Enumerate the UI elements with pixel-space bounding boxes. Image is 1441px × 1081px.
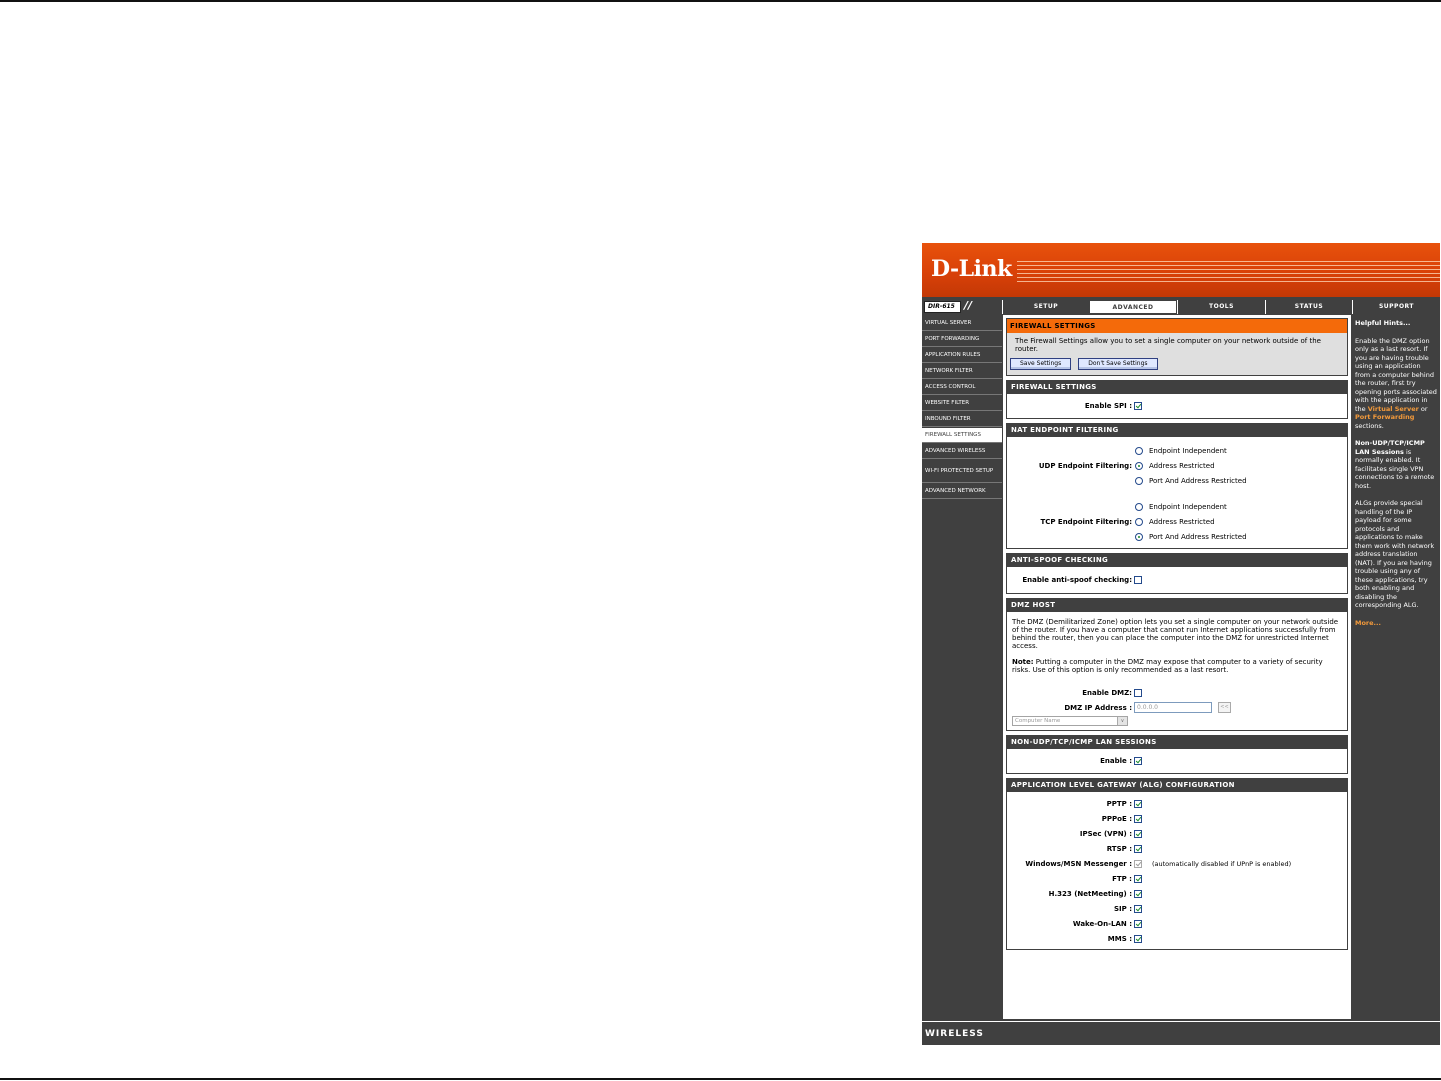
alg-pppoe-label: PPPoE : [1101,814,1132,823]
nat-endpoint-title: NAT ENDPOINT FILTERING [1007,424,1347,437]
alg-ipsec-checkbox[interactable] [1134,830,1142,838]
alg-section [1006,778,1348,950]
alg-ipsec-label: IPSec (VPN) : [1079,829,1132,838]
udp-endpoint-label: UDP Endpoint Filtering: [1038,461,1132,470]
tcp-endpoint-label: TCP Endpoint Filtering: [1040,517,1132,526]
udp-endpoint-independent-radio[interactable] [1135,447,1143,455]
alg-rtsp-checkbox[interactable] [1134,845,1142,853]
hints-title: Helpful Hints... [1355,319,1411,327]
non-udp-section [1006,735,1348,774]
anti-spoof-section [1006,553,1348,594]
firewall-settings-section [1006,380,1348,419]
alg-sip-label: SIP : [1113,904,1132,913]
nav-advanced-network[interactable]: ADVANCED NETWORK [922,484,1002,499]
virtual-server-link[interactable]: Virtual Server [1367,404,1419,413]
hints-text: or [1418,404,1428,413]
hints-text: is normally enabled. It facilitates single VPN connections to a remote host. [1355,447,1435,490]
alg-ftp-checkbox[interactable] [1134,875,1142,883]
udp-option-label: Endpoint Independent [1149,446,1227,455]
alg-msn-label: Windows/MSN Messenger : [1025,859,1132,868]
dmz-host-title: DMZ HOST [1007,599,1347,612]
port-forwarding-link[interactable]: Port Forwarding [1355,413,1415,421]
nav-application-rules[interactable]: APPLICATION RULES [922,348,1002,363]
nav-inbound-filter[interactable]: INBOUND FILTER [922,412,1002,427]
tcp-option-label: Port And Address Restricted [1149,532,1247,541]
alg-wol-label: Wake-On-LAN : [1072,919,1132,928]
intro-text: The Firewall Settings allow you to set a single computer on your network outside of the router. [1015,337,1321,353]
alg-msn-checkbox[interactable] [1134,860,1142,868]
main-content [1003,315,1351,1019]
hints-sessions-title: Non-UDP/TCP/ICMP LAN Sessions [1355,439,1425,456]
hints-text: sections. [1355,421,1384,430]
anti-spoof-label: Enable anti-spoof checking: [1022,576,1132,584]
dlink-banner [922,243,1440,297]
alg-h323-checkbox[interactable] [1134,890,1142,898]
dmz-copy-button[interactable]: << [1218,702,1231,713]
firewall-settings-title: FIREWALL SETTINGS [1007,381,1347,394]
dmz-note-label: Note: [1012,658,1034,666]
udp-option-label: Address Restricted [1149,461,1215,470]
hints-paragraph-alg: ALGs provide special handling of the IP payload for some protocols and applications to make them work with network address translation (NAT). If you are having trouble using any of these applications, try both enabling and disabling the corresponding ALG. [1355,499,1435,609]
tab-support[interactable]: SUPPORT [1352,300,1440,314]
enable-dmz-label: Enable DMZ: [1082,688,1132,697]
tcp-port-address-restricted-radio[interactable] [1135,533,1143,541]
alg-pptp-checkbox[interactable] [1134,800,1142,808]
tab-advanced[interactable]: ADVANCED [1089,300,1177,314]
nav-network-filter[interactable]: NETWORK FILTER [922,364,1002,379]
nav-virtual-server[interactable]: VIRTUAL SERVER [922,316,1002,331]
router-admin-screenshot [922,243,1440,1045]
wireless-footer-label: WIRELESS [925,1029,984,1039]
udp-endpoint-group [1007,443,1347,488]
intro-title: FIREWALL SETTINGS [1007,319,1347,333]
alg-msn-note: (automatically disabled if UPnP is enabled) [1152,859,1292,868]
alg-mms-checkbox[interactable] [1134,935,1142,943]
enable-spi-label: Enable SPI : [1084,402,1132,410]
dmz-description: The DMZ (Demilitarized Zone) option lets you set a single computer on your network outside of the router. If you have a computer that cannot run Internet applications successfully from behind the router, then you can place the computer into the DMZ for unrestricted Internet access. [1012,618,1339,650]
top-tab-bar [922,300,1440,314]
model-badge: DIR-615 [924,301,961,313]
nav-advanced-wireless[interactable]: ADVANCED WIRELESS [922,444,1002,459]
non-udp-title: NON-UDP/TCP/ICMP LAN SESSIONS [1007,736,1347,749]
intro-section [1006,318,1348,376]
tab-status[interactable]: STATUS [1265,300,1352,314]
page-bottom-rule [0,1078,1441,1080]
wireless-footer [922,1021,1440,1045]
left-nav [922,316,1002,500]
nat-endpoint-section [1006,423,1348,549]
nav-website-filter[interactable]: WEBSITE FILTER [922,396,1002,411]
alg-pppoe-checkbox[interactable] [1134,815,1142,823]
alg-mms-label: MMS : [1107,934,1132,943]
save-settings-button[interactable]: Save Settings [1010,358,1071,370]
model-separator-icon: // [964,299,973,312]
alg-title: APPLICATION LEVEL GATEWAY (ALG) CONFIGURATION [1007,779,1347,792]
alg-wol-checkbox[interactable] [1134,920,1142,928]
non-udp-enable-label: Enable : [1100,757,1132,765]
tcp-endpoint-group [1007,499,1347,544]
enable-spi-checkbox[interactable] [1134,402,1142,410]
nav-firewall-settings[interactable]: FIREWALL SETTINGS [922,428,1002,443]
anti-spoof-checkbox[interactable] [1134,576,1142,584]
tcp-address-restricted-radio[interactable] [1135,518,1143,526]
non-udp-enable-checkbox[interactable] [1134,757,1142,765]
tcp-option-label: Address Restricted [1149,517,1215,526]
tcp-option-label: Endpoint Independent [1149,502,1227,511]
dlink-logo: D-Link [931,256,1012,282]
nav-port-forwarding[interactable]: PORT FORWARDING [922,332,1002,347]
alg-ftp-label: FTP : [1112,874,1132,883]
dmz-ip-label: DMZ IP Address : [1064,703,1132,712]
dont-save-settings-button[interactable]: Don't Save Settings [1078,358,1157,370]
helpful-hints-panel [1352,315,1440,1019]
dmz-host-section [1006,598,1348,731]
tab-tools[interactable]: TOOLS [1177,300,1265,314]
hints-paragraph-sessions [1355,439,1437,490]
enable-dmz-checkbox[interactable] [1134,689,1142,697]
hints-paragraph-dmz [1355,337,1437,431]
udp-address-restricted-radio[interactable] [1135,462,1143,470]
udp-port-address-restricted-radio[interactable] [1135,477,1143,485]
nav-access-control[interactable]: ACCESS CONTROL [922,380,1002,395]
chevron-down-icon: ∨ [1117,717,1127,725]
page-top-rule [0,0,1441,2]
alg-rtsp-label: RTSP : [1106,844,1132,853]
computer-name-select[interactable] [1012,716,1128,726]
dmz-ip-input[interactable]: 0.0.0.0 [1134,702,1212,713]
hints-more-link[interactable]: More... [1355,618,1381,627]
alg-h323-label: H.323 (NetMeeting) : [1048,889,1132,898]
computer-name-value: Computer Name [1015,718,1061,724]
dmz-note [1007,652,1347,676]
alg-sip-checkbox[interactable] [1134,905,1142,913]
udp-option-label: Port And Address Restricted [1149,476,1247,485]
hints-text: Enable the DMZ option only as a last resort. If you are having trouble using an application from a computer behind the router, first try opening ports associated with the application in the [1355,336,1437,413]
alg-pptp-label: PPTP : [1106,799,1132,808]
nav-wifi-protected-setup[interactable]: WI-FI PROTECTED SETUP [922,460,1002,483]
dmz-note-text: Putting a computer in the DMZ may expose that computer to a variety of security risks. Use of this option is only recommended as a last resort. [1012,658,1323,674]
tab-setup[interactable]: SETUP [1002,300,1089,314]
anti-spoof-title: ANTI-SPOOF CHECKING [1007,554,1347,567]
tcp-endpoint-independent-radio[interactable] [1135,503,1143,511]
